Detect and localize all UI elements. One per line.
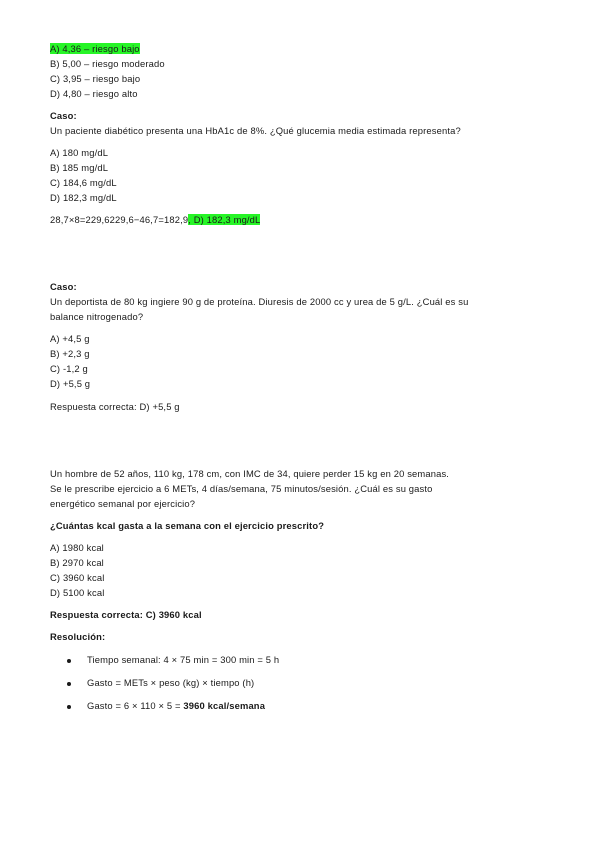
option-b: B) 185 mg/dL (50, 162, 109, 173)
calculation-line (50, 214, 260, 226)
case-intro-line3: energético semanal por ejercicio? (50, 498, 196, 509)
correct-answer: Respuesta correcta: C) 3960 kcal (50, 609, 202, 620)
option-c: C) 3,95 – riesgo bajo (50, 73, 141, 84)
resolution-bullet: Gasto = METs × peso (kg) × tiempo (h) (87, 677, 255, 688)
option-a-highlighted: A) 4,36 – riesgo bajo (50, 43, 140, 54)
option-c: C) 184,6 mg/dL (50, 177, 117, 188)
calculation-text: 28,7×8=229,6229,6−46,7=182,9 (50, 214, 189, 225)
resolution-heading: Resolución: (50, 631, 106, 642)
case-intro-line2: Se le prescribe ejercicio a 6 METs, 4 días/semana, 75 minutos/sesión. ¿Cuál es su gasto (50, 483, 433, 494)
option-a: A) +4,5 g (50, 333, 90, 344)
case-question-line2: balance nitrogenado? (50, 311, 144, 322)
option-b: B) 2970 kcal (50, 557, 104, 568)
option-a: A) 1980 kcal (50, 542, 104, 553)
option-d: D) +5,5 g (50, 378, 91, 389)
option-b: B) +2,3 g (50, 348, 90, 359)
bullet-icon (67, 659, 71, 663)
resolution-bullet (87, 700, 265, 712)
highlighted-answer: , D) 182,3 mg/dL (188, 214, 261, 225)
case-question: Un paciente diabético presenta una HbA1c de 8%. ¿Qué glucemia media estimada representa? (50, 125, 461, 136)
bullet-icon (67, 705, 71, 709)
case-question: ¿Cuántas kcal gasta a la semana con el ejercicio prescrito? (50, 520, 325, 531)
option-d: D) 4,80 – riesgo alto (50, 88, 138, 99)
option-c: C) -1,2 g (50, 363, 88, 374)
correct-answer: Respuesta correcta: D) +5,5 g (50, 401, 180, 412)
option-c: C) 3960 kcal (50, 572, 105, 583)
resolution-bullet: Tiempo semanal: 4 × 75 min = 300 min = 5 h (87, 654, 280, 665)
option-d: D) 182,3 mg/dL (50, 192, 117, 203)
case-heading: Caso: (50, 110, 77, 121)
option-d: D) 5100 kcal (50, 587, 105, 598)
case-intro-line1: Un hombre de 52 años, 110 kg, 178 cm, con IMC de 34, quiere perder 15 kg en 20 semanas. (50, 468, 450, 479)
case-question-line1: Un deportista de 80 kg ingiere 90 g de proteína. Diuresis de 2000 cc y urea de 5 g/L. ¿Cuál es su (50, 296, 469, 307)
option-a: A) 180 mg/dL (50, 147, 109, 158)
bullet-icon (67, 682, 71, 686)
case-heading: Caso: (50, 281, 77, 292)
bullet-prefix: Gasto = 6 × 110 × 5 = (87, 700, 184, 711)
bullet-result: 3960 kcal/semana (183, 700, 266, 711)
option-b: B) 5,00 – riesgo moderado (50, 58, 165, 69)
